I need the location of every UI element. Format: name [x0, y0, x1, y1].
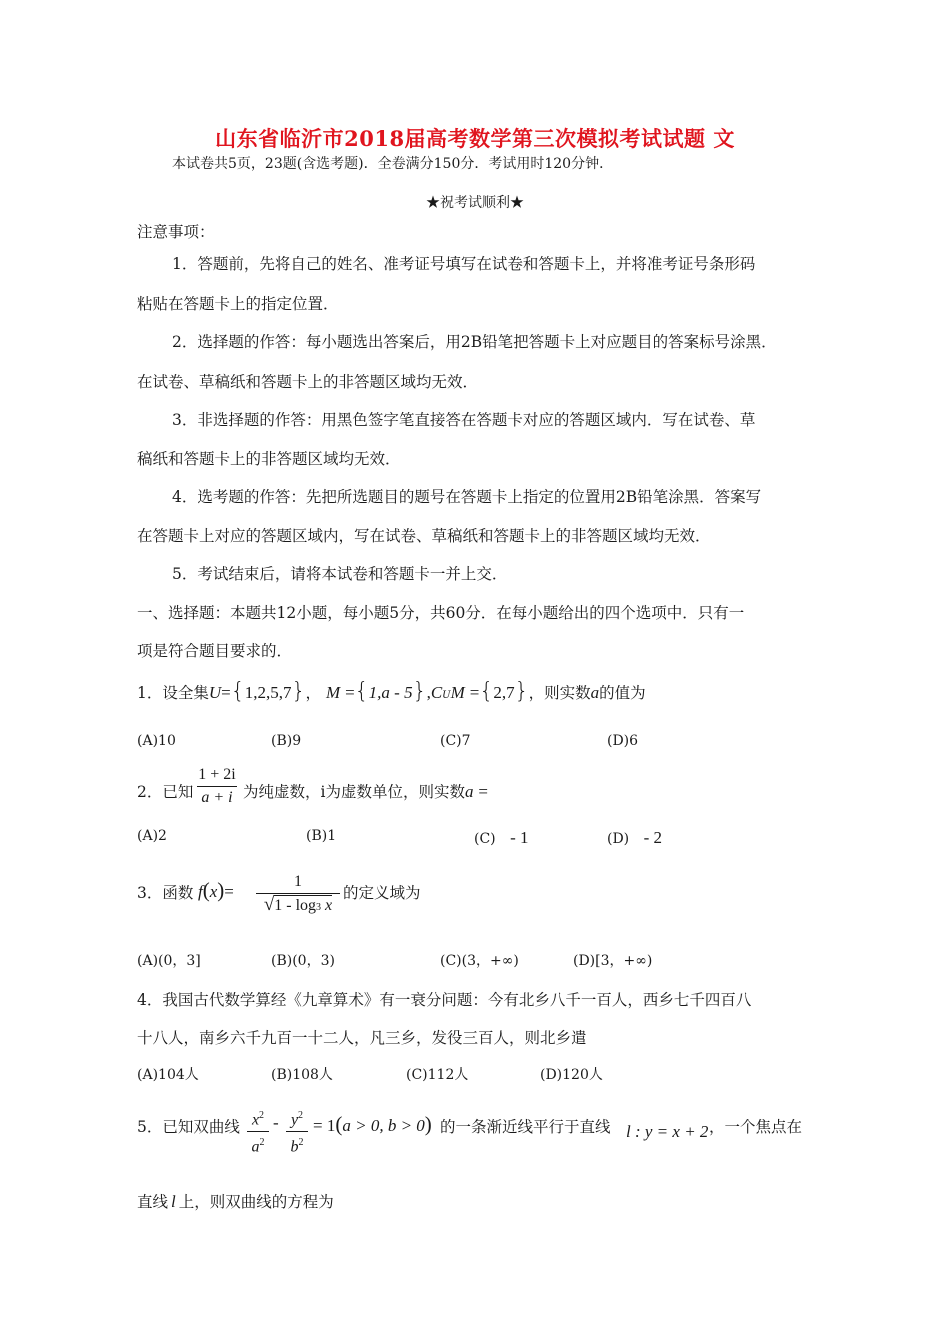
q5-condition: a > 0, b > 0: [342, 1116, 425, 1135]
q3-fraction: [256, 872, 340, 918]
note-line: 稿纸和答题卡上的非答题区域均无效．: [137, 450, 401, 468]
q3-func-arg: x: [209, 882, 218, 901]
q3-option-b: (B)(0，3): [271, 953, 335, 969]
q1-comma: ,: [426, 683, 431, 702]
q5-fraction-y: $y^2$ $b^2$: [286, 1106, 308, 1158]
q5-frac2-num: y: [290, 1111, 299, 1129]
exam-intro: 本试卷共5页，23题(含选考题)．全卷满分150分．考试用时120分钟．: [172, 156, 614, 172]
q4-line: 4．我国古代数学算经《九章算术》有一衰分问题：今有北乡八千一百人，西乡七千四百八: [137, 991, 752, 1009]
q5-frac2-den: b: [290, 1138, 299, 1156]
note-line: 粘贴在答题卡上的指定位置．: [137, 295, 339, 313]
q4-option-c: (C)112人: [406, 1067, 469, 1083]
q2-option-d: [607, 828, 662, 848]
q3-denominator: √1 - log3 x: [263, 894, 333, 915]
q5-frac1-den: a: [251, 1138, 260, 1156]
q5-mid: 的一条渐近线平行于直线: [440, 1118, 611, 1136]
note-line: 4．选考题的作答：先把所选题目的题号在答题卡上指定的位置用2B铅笔涂黑．答案写: [172, 488, 762, 506]
q1-var-c: C: [430, 683, 443, 702]
q2-prefix: 2．已知: [137, 783, 194, 801]
note-line: 在答题卡上对应的答题区域内，写在试卷、草稿纸和答题卡上的非答题区域均无效．: [137, 527, 711, 545]
note-line: 2．选择题的作答：每小题选出答案后，用2B铅笔把答题卡上对应题目的答案标号涂黑．: [172, 333, 777, 351]
q2-option-a: (A)2: [137, 828, 167, 844]
q5-line2-b: 上，则双曲线的方程为: [178, 1193, 334, 1211]
q3-suffix: 的定义域为: [343, 884, 421, 902]
q5-fraction-x: $x^2$ $a^2$: [247, 1106, 269, 1158]
q1-option-b: (B)9: [271, 733, 302, 749]
q5-line-2: [137, 1190, 334, 1212]
q2-var-a: a: [464, 782, 474, 801]
section-heading: 一、选择题：本题共12小题，每小题5分，共60分．在每小题给出的四个选项中．只有一: [137, 604, 745, 622]
q2-option-c: [474, 828, 529, 848]
q1-sep: ，: [305, 684, 322, 702]
q3-prefix: 3．函数: [137, 884, 194, 902]
q1-suffix: ，则实数: [528, 684, 591, 702]
good-luck-banner: ★祝考试顺利★: [426, 195, 524, 211]
q4-option-d: (D)120人: [540, 1067, 603, 1083]
q2-eq: =: [478, 782, 488, 801]
q1-option-a: (A)10: [137, 733, 176, 749]
q1-set-u: 1,2,5,7: [244, 683, 292, 702]
q1-set-cm: 2,7: [493, 683, 515, 702]
q2-text: [243, 780, 488, 802]
q5-line-equation: l : y = x + 2: [626, 1122, 709, 1141]
section-heading: 项是符合题目要求的．: [137, 642, 293, 660]
note-line: 3．非选择题的作答：用黑色签字笔直接答在答题卡对应的答题区域内．写在试卷、草: [172, 411, 756, 429]
q4-option-b: (B)108人: [271, 1067, 333, 1083]
page-title: 山东省临沂市2018届高考数学第三次模拟考试试题 文: [215, 126, 735, 151]
q2-option-d-label: (D): [607, 831, 630, 847]
q1-var-u: U: [208, 683, 222, 702]
q2-option-c-value: - 1: [510, 828, 529, 847]
q1-suffix2: 的值为: [599, 684, 646, 702]
q1-prefix: 1．设全集: [137, 684, 209, 702]
q5-equation: = 1(a > 0, b > 0): [313, 1112, 432, 1136]
note-line: 5．考试结束后，请将本试卷和答题卡一并上交．: [172, 565, 508, 583]
q1-var-m2: M: [450, 683, 465, 702]
q2-option-d-value: - 2: [643, 828, 663, 847]
q5-prefix: 5．已知双曲线: [137, 1118, 240, 1136]
q3-option-d: (D)[3，+∞): [573, 953, 653, 969]
notes-heading: 注意事项：: [137, 223, 215, 241]
q5-suffix: ，一个焦点在: [709, 1118, 803, 1136]
q1-option-c: (C)7: [440, 733, 471, 749]
q1-eq: =: [221, 683, 231, 702]
q5-rhs: = 1: [313, 1116, 336, 1135]
q2-fraction: [197, 765, 237, 808]
note-line: 在试卷、草稿纸和答题卡上的非答题区域均无效．: [137, 373, 479, 391]
q3-den-sub: 3: [316, 902, 322, 913]
q3-func-name: f: [198, 882, 203, 901]
q3-option-c: (C)(3，+∞): [440, 953, 519, 969]
q2-option-b: (B)1: [306, 828, 337, 844]
q2-option-c-label: (C): [474, 831, 496, 847]
q4-line: 十八人，南乡六千九百一十二人，凡三乡，发役三百人，则北乡遣: [137, 1029, 587, 1047]
note-line: 1．答题前，先将自己的姓名、准考证号填写在试卷和答题卡上，并将准考证号条形码: [172, 255, 756, 273]
q1-var-m: M: [325, 683, 341, 702]
q3-option-a: (A)(0，3]: [137, 953, 201, 969]
q1-set-m: 1,a - 5: [368, 683, 413, 702]
q1-var-a: a: [590, 683, 600, 702]
q3-function: f(x)=: [198, 878, 234, 902]
q1-option-d: (D)6: [607, 733, 639, 749]
q3-den-var: x: [325, 897, 333, 914]
q5-line2-l: l: [171, 1192, 176, 1211]
q3-eq: =: [224, 882, 234, 901]
q2-numerator: 1 + 2i: [198, 766, 236, 783]
q5-line2-a: 直线: [137, 1193, 169, 1211]
q2-denominator: a + i: [201, 789, 233, 806]
q3-den-text: 1 - log: [274, 897, 317, 914]
question-1-text: 1．设全集U={1,2,5,7}， M ={1,a - 5},CUM ={2,7}，则实数a的值为: [137, 679, 646, 704]
q2-mid: 为纯虚数，i为虚数单位，则实数: [243, 783, 465, 801]
q3-numerator: 1: [294, 873, 302, 890]
q5-frac1-num: x: [251, 1111, 260, 1129]
q1-sub-u: U: [442, 690, 451, 701]
q5-minus: -: [273, 1113, 279, 1132]
q4-option-a: (A)104人: [137, 1067, 199, 1083]
